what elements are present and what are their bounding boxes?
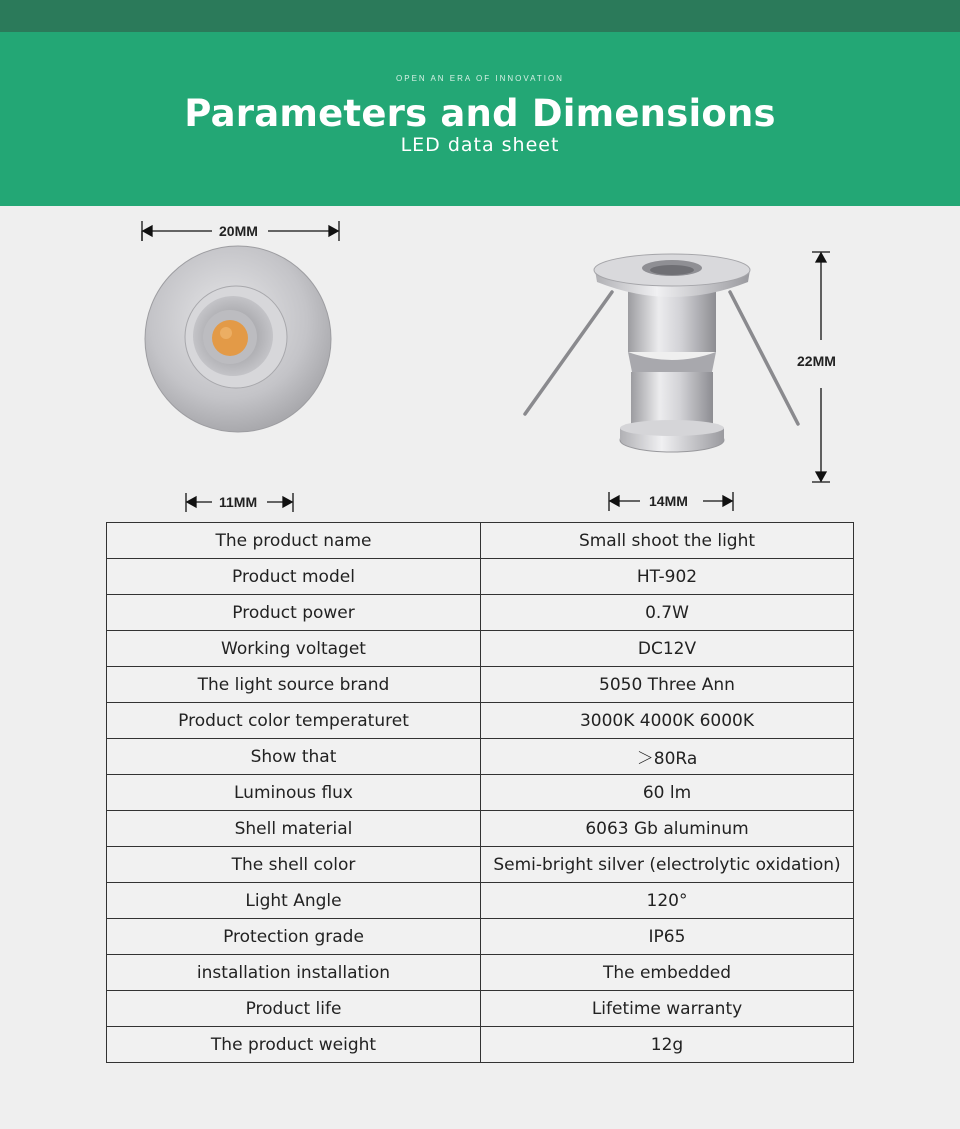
spec-label: Working voltaget (107, 631, 481, 667)
table-row (107, 595, 854, 631)
spec-value: 0.7W (481, 595, 854, 631)
spec-label: Light Angle (107, 883, 481, 919)
spec-label: The product weight (107, 1027, 481, 1063)
dim-label-11mm: 11MM (219, 494, 258, 510)
spec-label: Product color temperaturet (107, 703, 481, 739)
top-bar (0, 0, 960, 32)
dim-label-20mm: 20MM (219, 223, 258, 239)
spec-value: The embedded (481, 955, 854, 991)
page-subtitle: LED data sheet (400, 134, 560, 156)
dim-label-14mm: 14MM (649, 493, 688, 509)
table-row (107, 883, 854, 919)
spec-value: 3000K 4000K 6000K (481, 703, 854, 739)
front-view-image (145, 246, 331, 432)
spec-label: Protection grade (107, 919, 481, 955)
tagline: OPEN AN ERA OF INNOVATION (396, 74, 564, 83)
table-row (107, 955, 854, 991)
spec-label: The light source brand (107, 667, 481, 703)
spec-value: 12g (481, 1027, 854, 1063)
table-row (107, 703, 854, 739)
spec-value: 60 lm (481, 775, 854, 811)
spec-value: ＞80Ra (481, 739, 854, 775)
table-row (107, 739, 854, 775)
table-row (107, 919, 854, 955)
spec-label: Product life (107, 991, 481, 1027)
spec-label: installation installation (107, 955, 481, 991)
side-view-image (525, 254, 798, 452)
spec-value: 120° (481, 883, 854, 919)
spec-label: The shell color (107, 847, 481, 883)
spec-label: Show that (107, 739, 481, 775)
table-row (107, 991, 854, 1027)
header-banner (0, 32, 960, 206)
spec-label: Shell material (107, 811, 481, 847)
table-row (107, 667, 854, 703)
spec-value: Small shoot the light (481, 523, 854, 559)
spec-label: Product model (107, 559, 481, 595)
spec-value: IP65 (481, 919, 854, 955)
table-row (107, 847, 854, 883)
table-row (107, 811, 854, 847)
page-title: Parameters and Dimensions (184, 92, 776, 135)
dim-label-22mm: 22MM (797, 353, 836, 369)
table-row (107, 1027, 854, 1063)
spec-value: 5050 Three Ann (481, 667, 854, 703)
spec-value: Lifetime warranty (481, 991, 854, 1027)
table-row (107, 559, 854, 595)
spec-label: Luminous flux (107, 775, 481, 811)
spec-value: 6063 Gb aluminum (481, 811, 854, 847)
table-row (107, 775, 854, 811)
table-row (107, 523, 854, 559)
spec-value: Semi-bright silver (electrolytic oxidation) (481, 847, 854, 883)
spec-value: DC12V (481, 631, 854, 667)
spec-table (106, 522, 854, 1063)
spec-value: HT-902 (481, 559, 854, 595)
spec-label: The product name (107, 523, 481, 559)
spec-label: Product power (107, 595, 481, 631)
table-row (107, 631, 854, 667)
